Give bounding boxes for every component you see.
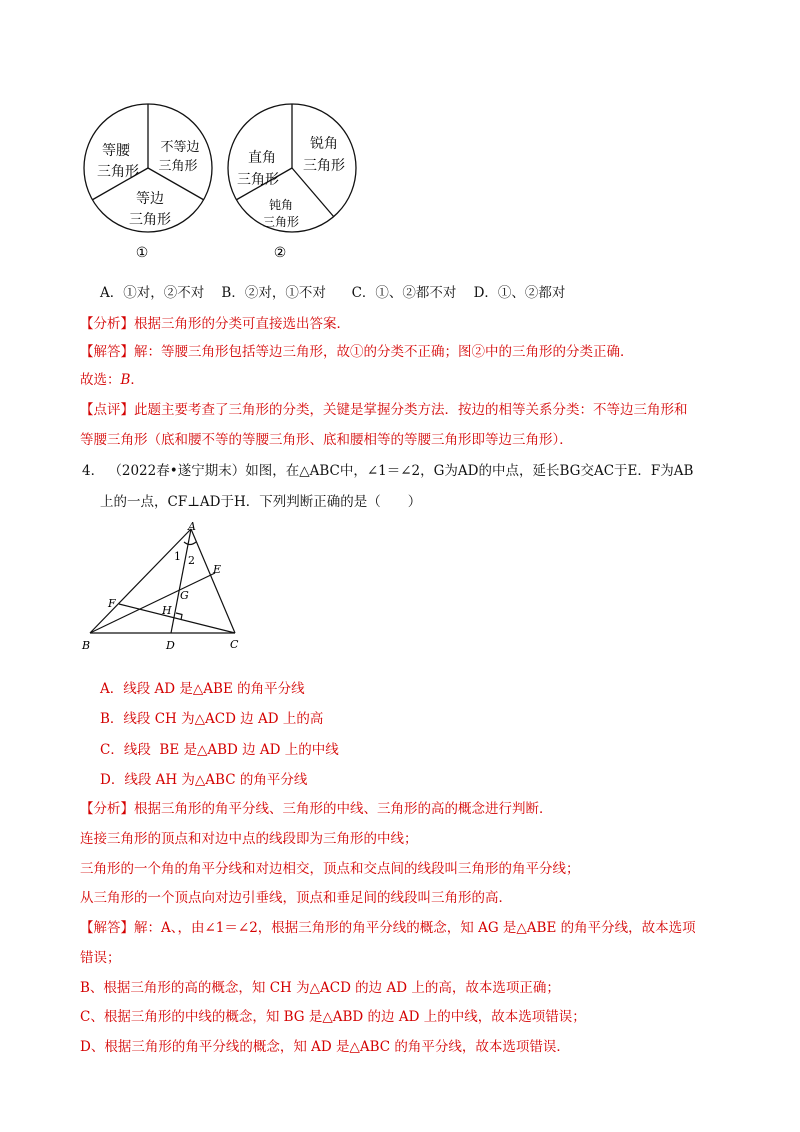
svg-text:三角形: 三角形 bbox=[303, 158, 345, 174]
label-f: F bbox=[108, 597, 116, 610]
label-angle-2: 2 bbox=[188, 554, 195, 567]
circle-1-sector-bottom: 等边 bbox=[136, 191, 164, 207]
q3-comment-cont: 等腰三角形（底和腰不等的等腰三角形、底和腰相等的等腰三角形即等边三角形）． bbox=[80, 432, 573, 448]
circle-1-sector-top-right: 不等边 bbox=[160, 140, 200, 155]
analysis-text: 根据三角形的分类可直接选出答案． bbox=[134, 316, 350, 332]
label-g: G bbox=[180, 589, 189, 602]
q3-options: A．①对，②不对 B．②对，①不对 C．①、②都不对 D．①、②都对 bbox=[100, 285, 566, 301]
segment-cf bbox=[119, 604, 235, 633]
label-d: D bbox=[166, 639, 175, 652]
classification-figure bbox=[78, 100, 368, 270]
q4-answer-d: D、根据三角形的角平分线的概念，知 AD 是△ABC 的角平分线，故本选项错误． bbox=[80, 1039, 570, 1055]
q3-choice bbox=[80, 370, 144, 390]
q3-answer bbox=[80, 342, 634, 362]
svg-text:三角形: 三角形 bbox=[97, 164, 139, 180]
side-ab bbox=[90, 529, 191, 633]
analysis-text: 根据三角形的角平分线、三角形的中线、三角形的高的概念进行判断． bbox=[134, 801, 553, 817]
q4-answer bbox=[80, 918, 696, 938]
triangle-figure bbox=[80, 520, 240, 660]
comment-tag: 【点评】 bbox=[80, 402, 134, 418]
label-angle-1: 1 bbox=[174, 550, 181, 563]
analysis-tag: 【分析】 bbox=[80, 316, 134, 332]
analysis-tag: 【分析】 bbox=[80, 801, 134, 817]
circle-2-label: ② bbox=[273, 245, 287, 261]
q4-option-b: B．线段 CH 为△ACD 边 AD 上的高 bbox=[100, 711, 324, 727]
q4-definition-median: 连接三角形的顶点和对边中点的线段即为三角形的中线； bbox=[80, 831, 418, 847]
label-e: E bbox=[213, 563, 222, 576]
svg-text:三角形: 三角形 bbox=[262, 215, 300, 229]
label-a: A bbox=[188, 520, 196, 533]
comment-text-1: 此题主要考查了三角形的分类，关键是掌握分类方法．按边的相等关系分类：不等边三角形和 bbox=[134, 402, 688, 418]
label-h: H bbox=[162, 604, 172, 617]
q4-stem-2: 上的一点，CF⊥AD于H．下列判断正确的是（ ） bbox=[100, 494, 422, 510]
choice-prefix: 故选： bbox=[80, 372, 121, 388]
svg-text:三角形: 三角形 bbox=[237, 172, 279, 188]
circle-1 bbox=[84, 104, 212, 261]
circle-2-sector-top-right: 锐角 bbox=[310, 136, 338, 152]
circle-2-sector-top-left: 直角 bbox=[248, 150, 276, 166]
q4-definition-altitude: 从三角形的一个顶点向对边引垂线，顶点和垂足间的线段叫三角形的高． bbox=[80, 890, 512, 906]
answer-a: 解：A、，由∠1＝∠2，根据三角形的角平分线的概念，知 AG 是△ABE 的角平分线，故本选项 bbox=[134, 920, 696, 936]
answer-text: 解：等腰三角形包括等边三角形，故①的分类不正确；图②中的三角形的分类正确． bbox=[134, 344, 634, 360]
svg-text:三角形: 三角形 bbox=[158, 159, 198, 174]
label-b: B bbox=[82, 639, 91, 652]
q4-answer-c: C、根据三角形的中线的概念，知 BG 是△ABD 的边 AD 上的中线，故本选项错误； bbox=[80, 1009, 586, 1025]
circle-2 bbox=[228, 104, 356, 261]
q4-option-c: C．线段 BE 是△ABD 边 AD 上的中线 bbox=[100, 742, 339, 758]
answer-tag: 【解答】 bbox=[80, 920, 134, 936]
svg-text:三角形: 三角形 bbox=[129, 212, 171, 228]
q4-option-a: A．线段 AD 是△ABE 的角平分线 bbox=[100, 681, 305, 697]
circle-1-sector-top-left: 等腰 bbox=[102, 143, 130, 159]
q4-answer-b: B、根据三角形的高的概念，知 CH 为△ACD 的边 AD 上的高，故本选项正确； bbox=[80, 980, 560, 996]
choice-letter: B bbox=[120, 372, 131, 388]
q3-analysis bbox=[80, 314, 350, 334]
q4-definition-bisector: 三角形的一个角的角平分线和对边相交，顶点和交点间的线段叫三角形的角平分线； bbox=[80, 861, 580, 877]
circle-1-label: ① bbox=[135, 245, 149, 261]
choice-suffix: ． bbox=[130, 372, 144, 388]
angle-arc bbox=[184, 542, 196, 545]
q4-answer-a-cont: 错误； bbox=[80, 950, 121, 966]
circle-2-sector-bottom: 钝角 bbox=[268, 198, 294, 212]
q4-analysis bbox=[80, 799, 553, 819]
q3-comment bbox=[80, 400, 688, 420]
q4-stem-1: 4． （2022春•遂宁期末）如图，在△ABC中，∠1＝∠2，G为AD的中点，延长BG交AC于E．F为AB bbox=[82, 463, 694, 479]
answer-tag: 【解答】 bbox=[80, 344, 134, 360]
label-c: C bbox=[230, 638, 239, 651]
q4-option-d: D．线段 AH 为△ABC 的角平分线 bbox=[100, 772, 308, 788]
